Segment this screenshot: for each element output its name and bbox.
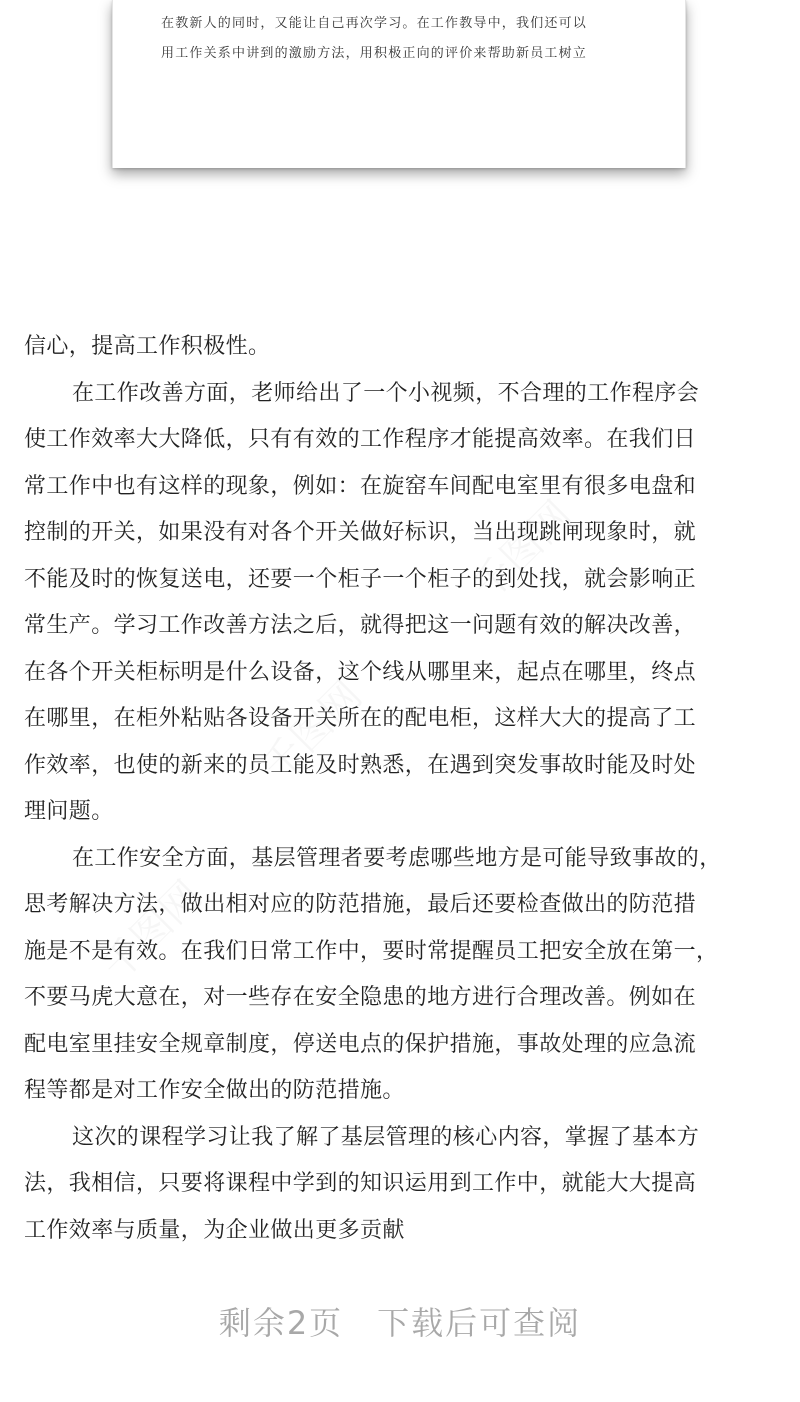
paragraph-line: 使工作效率大大降低，只有有效的工作程序才能提高效率。在我们日 [24, 427, 697, 452]
paragraph-line: 思考解决方法，做出相对应的防范措施，最后还要检查做出的防范措 [24, 892, 697, 917]
paragraph-line: 控制的开关，如果没有对各个开关做好标识，当出现跳闸现象时，就 [24, 520, 697, 545]
paragraph-line: 这次的课程学习让我了解了基层管理的核心内容，掌握了基本方 [72, 1124, 700, 1150]
paragraph-line: 信心，提高工作积极性。 [24, 334, 271, 359]
card-text-line: 在教新人的同时，又能让自己再次学习。在工作教导中，我们还可以 [161, 16, 588, 31]
paragraph-line: 配电室里挂安全规章制度，停送电点的保护措施，事故处理的应急流 [24, 1031, 697, 1057]
paragraph-line: 程等都是对工作安全做出的防范措施。 [24, 1078, 405, 1103]
card-text-line: 用工作关系中讲到的激励方法，用积极正向的评价来帮助新员工树立 [161, 46, 588, 61]
remaining-pages-notice[interactable]: 剩余2页 下载后可查阅 [218, 1304, 582, 1342]
paragraph-line: 法，我相信，只要将课程中学到的知识运用到工作中，就能大大提高 [24, 1171, 697, 1196]
paragraph-line: 不要马虎大意在，对一些存在安全隐患的地方进行合理改善。例如在 [24, 985, 697, 1010]
paragraph-line: 常生产。学习工作改善方法之后，就得把这一问题有效的解决改善， [24, 613, 697, 638]
paragraph-line: 作效率，也使的新来的员工能及时熟悉，在遇到突发事故时能及时处 [24, 752, 697, 778]
paragraph-line: 在工作安全方面，基层管理者要考虑哪些地方是可能导致事故的， [72, 845, 722, 871]
paragraph-line: 施是不是有效。在我们日常工作中，要时常提醒员工把安全放在第一， [24, 938, 719, 964]
paragraph-line: 在各个开关柜标明是什么设备，这个线从哪里来，起点在哪里，终点 [24, 659, 697, 685]
paragraph-line: 理问题。 [24, 799, 114, 824]
document-body [24, 324, 776, 1254]
paragraph-line: 在哪里，在柜外粘贴各设备开关所在的配电柜，这样大大的提高了工 [24, 706, 697, 731]
paragraph-line: 工作效率与质量，为企业做出更多贡献 [24, 1217, 405, 1243]
previous-page-card [112, 0, 686, 168]
paragraph-line: 不能及时的恢复送电，还要一个柜子一个柜子的到处找，就会影响正 [24, 566, 697, 592]
paragraph-line: 在工作改善方面，老师给出了一个小视频，不合理的工作程序会 [72, 380, 700, 406]
paragraph-line: 常工作中也有这样的现象，例如：在旋窑车间配电室里有很多电盘和 [24, 473, 697, 499]
